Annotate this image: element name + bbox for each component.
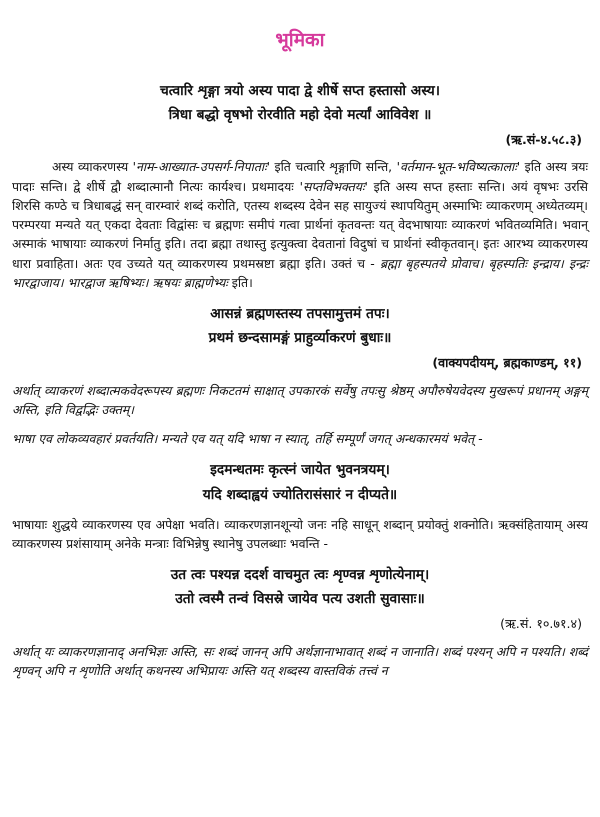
paragraph-5: अर्थात् यः व्याकरणज्ञानाद् अनभिज्ञः अस्ति, सः शब्दं जानन् अपि अर्थज्ञानाभावात् शब्दं न जानाति। शब्दं पश्यन् अपि न पश्यति। शब्दं शृण्वन् अपि न शृणोति अर्थात् कथनस्य अभिप्रायः अस्ति यत् शब्दस्य वास्तविकं तत्त्वं न xyxy=(12,643,588,679)
paragraph-3: भाषा एव लोकव्यवहारं प्रवर्तयति। मन्यते एव यत् यदि भाषा न स्यात्, तर्हि सम्पूर्णं जगत् अन्धकारमयं भवेत् - xyxy=(12,431,483,447)
text: अस्य व्याकरणस्य xyxy=(52,159,133,175)
page-title: भूमिका xyxy=(275,29,325,51)
verse-line: आसन्नं ब्रह्मणस्तस्य तपसामुत्तमं तपः। xyxy=(210,306,390,323)
verse-line: उतो त्वस्मै तन्वं विसस्रे जायेव पत्य उशती सुवासाः॥ xyxy=(175,591,425,608)
verse-line: इदमन्धतमः कृत्स्नं जायेत भुवनत्रयम्। xyxy=(210,462,390,479)
text: इति। xyxy=(227,274,253,290)
verse-line: त्रिधा बद्धो वृषभो रोरवीति महो देवो मर्त्यां आविवेश ॥ xyxy=(168,106,432,123)
verse-line: उत त्वः पश्यन्न ददर्श वाचमुत त्वः शृण्वन्न शृणोत्येनाम्। xyxy=(170,567,430,584)
text: इति अस्य त्रयः पादाः सन्ति। द्वे शीर्षे द्वौ शब्दात्मानौ नित्यः कार्यश्च। प्रथमादयः xyxy=(12,159,588,194)
verse-reference: (ऋ.सं. १०.७१.४) xyxy=(500,616,582,632)
paragraph-4: भाषायाः शुद्धये व्याकरणस्य एव अपेक्षा भवति। व्याकरणज्ञानशून्यो जनः नहि साधून् शब्दान् प्रयोक्तुं शक्नोति। ऋक्संहितायाम् अस्य व्याकरणस्य प्रशंसायाम् अनेके मन्त्राः विभिन्नेषु स्थानेषु उपलब्धाः भवन्ति - xyxy=(12,516,588,551)
verse-reference: (वाक्यपदीयम्, ब्रह्मकाण्डम्, ११) xyxy=(432,355,582,371)
paragraph-1 xyxy=(12,157,588,292)
verse-2 xyxy=(12,302,588,373)
quoted-term: 'वर्तमान-भूत-भविष्यत्कालाः' xyxy=(396,159,521,175)
verse-line: यदि शब्दाह्वयं ज्योतिरासंसारं न दीप्यते॥ xyxy=(202,486,398,503)
text: इति अस्य सप्त हस्ताः सन्ति। अयं वृषभः उरसि शिरसि कण्ठे च त्रिधाबद्धं सन् वारम्वारं शब्दं करोति, एतस्य शब्दस्य देवेन सह सायुज्यं स्थापयितुम् अस्माभिः व्याकरणम् अध्येतव्यम्। परम्परया मन्यते यत् एकदा देवताः विद्वांसः च ब्रह्मणः समीपं गत्वा प्रार्थनां कृतवन्तः यत् वेदभाषायाः व्याकरणं भवितव्यमिति। भवान् अस्माकं भाषायाः व्याकरणं निर्मातु इति। तदा ब्रह्मा तथास्तु इत्युक्त्वा देवतानां विदुषां च प्रार्थनां स्वीकृतवान्। इतः आरभ्य व्याकरणस्य धारा प्रवाहिता। अतः एव उच्यते यत् व्याकरणस्य प्रथमस्रष्टा ब्रह्मा इति। उक्तं च - xyxy=(12,178,588,271)
verse-line: प्रथमं छन्दसामङ्गं प्राहुर्व्याकरणं बुधाः॥ xyxy=(208,330,392,347)
text: इति चत्वारि शृङ्गाणि सन्ति, xyxy=(270,159,397,175)
paragraph-2: अर्थात् व्याकरणं शब्दात्मकवेदरूपस्य ब्रह्मणः निकटतमं साक्षात् उपकारकं सर्वेषु तपःसु श्रेष्ठम् अपौरुषेयवेदस्य मुखरूपं प्रधानम् अङ्गम् अस्ति, इति विद्वद्भिः उक्तम्। xyxy=(12,382,588,418)
verse-line: चत्वारि शृङ्गा त्रयो अस्य पादा द्वे शीर्षे सप्त हस्तासो अस्य। xyxy=(160,82,440,99)
verse-4 xyxy=(12,563,588,634)
quoted-term: 'नाम-आख्यात-उपसर्ग-निपाताः' xyxy=(132,159,271,175)
verse-1 xyxy=(12,79,588,150)
quoted-term: 'सप्तविभक्तयः' xyxy=(299,178,368,194)
verse-3 xyxy=(12,458,588,506)
verse-reference: (ऋ.सं-४.५८.३) xyxy=(505,131,582,147)
quoted-lineage: ब्रह्मा बृहस्पतये प्रोवाच। बृहस्पतिः इन्द्राय। इन्द्रः भारद्वाजाय। भारद्वाज ऋषिभ्यः। ऋषयः ब्राह्मणेभ्यः xyxy=(12,255,589,290)
